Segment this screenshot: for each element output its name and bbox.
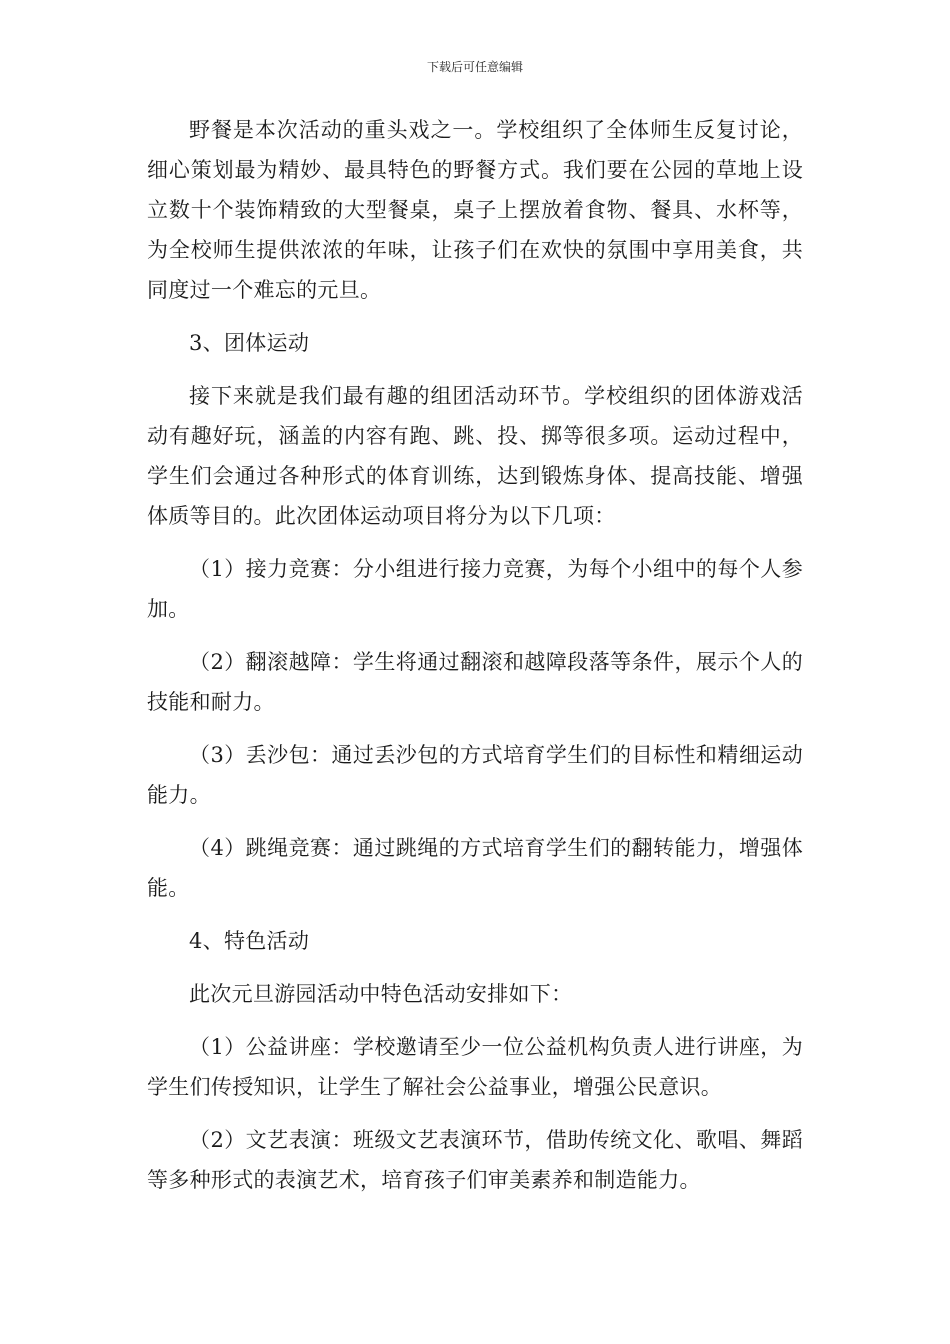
- list-item-charity-lecture: （1）公益讲座：学校邀请至少一位公益机构负责人进行讲座，为学生们传授知识，让学生了解社会公益事业，增强公民意识。: [147, 1035, 803, 1099]
- list-item-relay-race: （1）接力竞赛：分小组进行接力竞赛，为每个小组中的每个人参加。: [147, 557, 803, 621]
- paragraph-special-activities-intro: 此次元旦游园活动中特色活动安排如下：: [189, 982, 573, 1006]
- list-item-arts-performance: （2）文艺表演：班级文艺表演环节，借助传统文化、歌唱、舞蹈等多种形式的表演艺术，培育孩子们审美素养和制造能力。: [147, 1128, 803, 1192]
- list-item-obstacle-course: （2）翻滚越障：学生将通过翻滚和越障段落等条件，展示个人的技能和耐力。: [147, 650, 803, 714]
- paragraph-team-sports-intro: 接下来就是我们最有趣的组团活动环节。学校组织的团体游戏活动有趣好玩，涵盖的内容有跑、跳、投、掷等很多项。运动过程中，学生们会通过各种形式的体育训练，达到锻炼身体、提高技能、增强体质等目的。此次团体运动项目将分为以下几项：: [147, 384, 803, 528]
- page-header: 下载后可任意编辑: [426, 60, 523, 74]
- document-body: [147, 110, 803, 1200]
- paragraph-picnic: 野餐是本次活动的重头戏之一。学校组织了全体师生反复讨论，细心策划最为精妙、最具特色的野餐方式。我们要在公园的草地上设立数十个装饰精致的大型餐桌，桌子上摆放着食物、餐具、水杯等，为全校师生提供浓浓的年味，让孩子们在欢快的氛围中享用美食，共同度过一个难忘的元旦。: [147, 118, 803, 302]
- list-item-jump-rope: （4）跳绳竞赛：通过跳绳的方式培育学生们的翻转能力，增强体能。: [147, 836, 803, 900]
- heading-special-activities: 4、特色活动: [189, 929, 310, 953]
- heading-team-sports: 3、团体运动: [189, 331, 310, 355]
- list-item-sandbag-throw: （3）丢沙包：通过丢沙包的方式培育学生们的目标性和精细运动能力。: [147, 743, 803, 807]
